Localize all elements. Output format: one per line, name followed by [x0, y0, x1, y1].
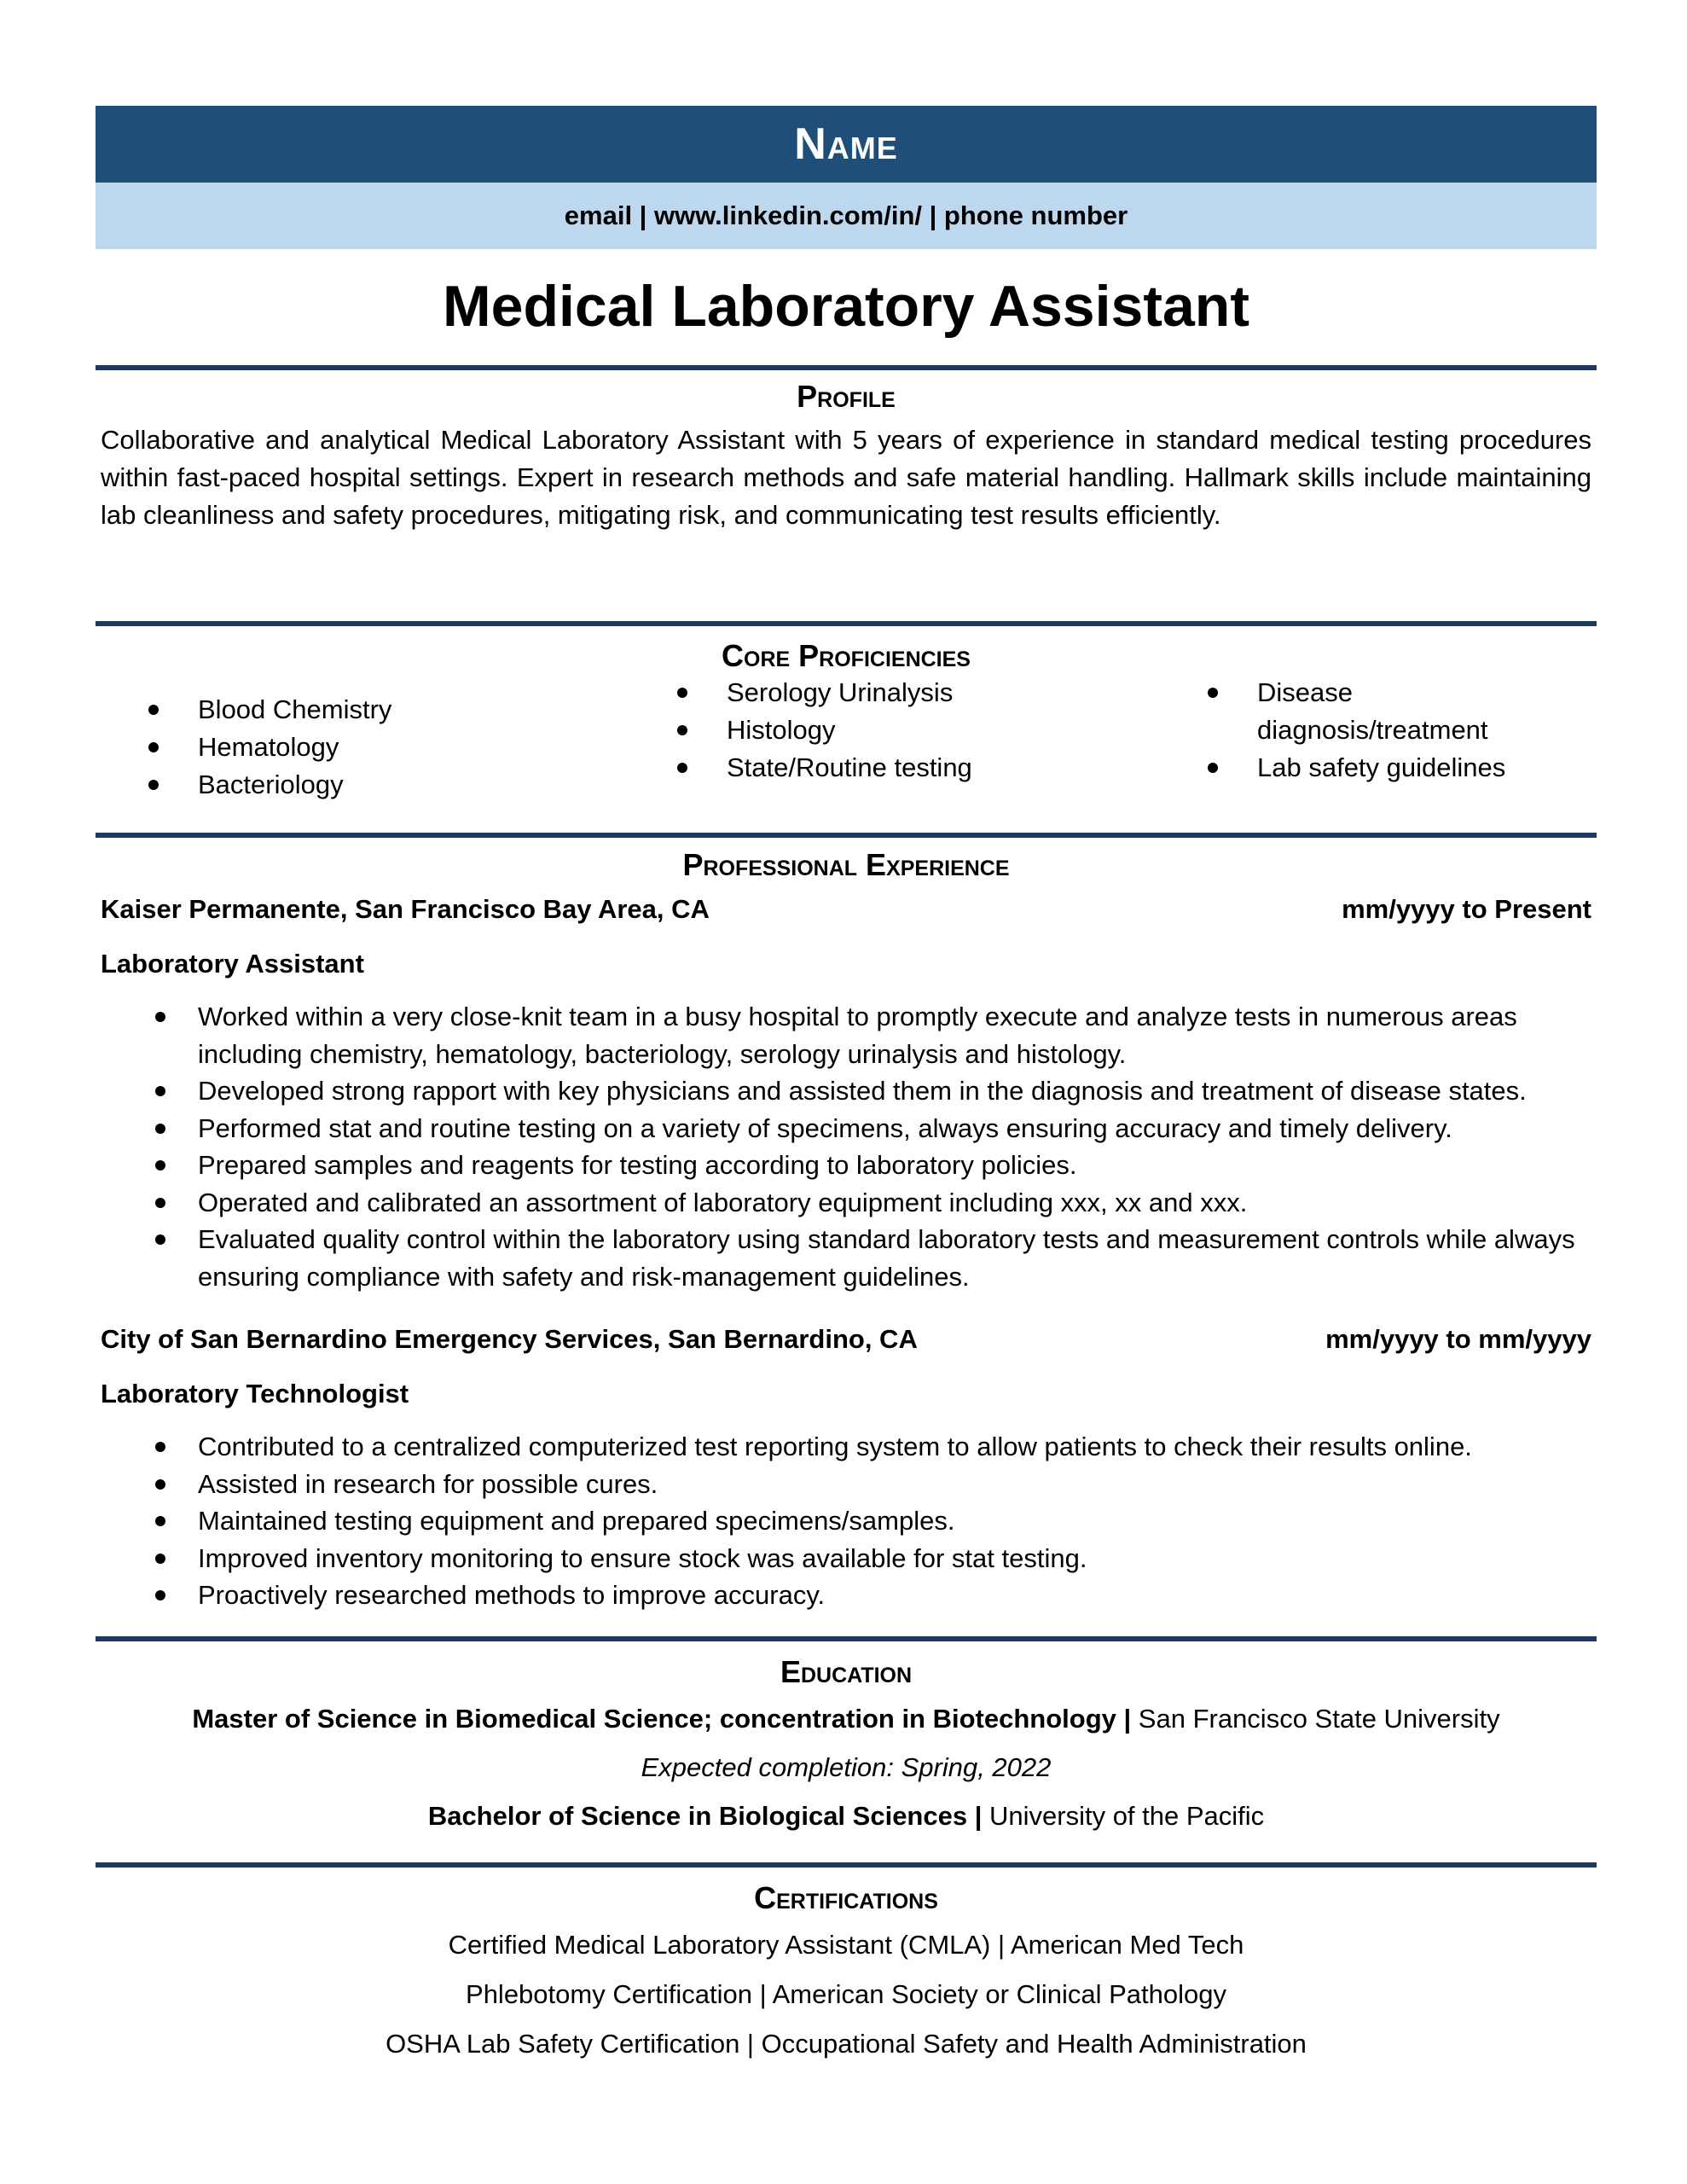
skills-column-2	[677, 674, 972, 787]
list-item: Serology Urinalysis	[677, 674, 972, 712]
contact-banner	[96, 183, 1597, 249]
list-item: Proactively researched methods to improve accuracy.	[96, 1577, 1597, 1614]
school: University of the Pacific	[989, 1800, 1265, 1831]
education-heading: Education	[780, 1653, 913, 1689]
list-item: Evaluated quality control within the laboratory using standard laboratory tests and measurement controls while always ensuring compliance with safety and risk-management guidelines.	[96, 1221, 1597, 1295]
job-role: Laboratory Assistant	[101, 949, 364, 979]
core-skills	[96, 676, 1597, 833]
divider	[96, 365, 1597, 370]
contact-line: email | www.linkedin.com/in/ | phone number	[564, 200, 1128, 230]
divider	[96, 1862, 1597, 1867]
list-item: Prepared samples and reagents for testing according to laboratory policies.	[96, 1147, 1597, 1184]
list-item: Operated and calibrated an assortment of laboratory equipment including xxx, xx and xxx.	[96, 1184, 1597, 1222]
divider	[96, 1636, 1597, 1641]
expected-completion: Expected completion: Spring, 2022	[641, 1751, 1052, 1782]
separator: |	[967, 1800, 989, 1831]
skills-column-1	[148, 691, 391, 804]
list-item: Disease diagnosis/treatment	[1208, 674, 1532, 749]
list-item: State/Routine testing	[677, 749, 972, 787]
job-dates: mm/yyyy to Present	[1342, 894, 1591, 924]
divider	[96, 621, 1597, 626]
school: San Francisco State University	[1138, 1703, 1500, 1734]
candidate-name: Name	[794, 119, 898, 169]
job-header	[96, 1321, 1597, 1358]
list-item: Blood Chemistry	[148, 691, 391, 729]
profile-text: Collaborative and analytical Medical Laboratory Assistant with 5 years of experience in standard medical testing procedures within fast-paced hospital settings. Expert in research methods and safe material handling. Hallmark skills include maintaining lab cleanliness and safety procedures, mitigating risk, and communicating test results efficiently.	[101, 425, 1591, 530]
list-item: Improved inventory monitoring to ensure stock was available for stat testing.	[96, 1540, 1597, 1577]
certification-item: OSHA Lab Safety Certification | Occupational Safety and Health Administration	[386, 2028, 1307, 2059]
list-item: Histology	[677, 712, 972, 749]
list-item: Hematology	[148, 729, 391, 766]
employer: Kaiser Permanente, San Francisco Bay Area, CA	[101, 894, 710, 924]
list-item: Worked within a very close-knit team in a busy hospital to promptly execute and analyze tests in numerous areas including chemistry, hematology, bacteriology, serology urinalysis and histology.	[96, 998, 1597, 1072]
employer: City of San Bernardino Emergency Services, San Bernardino, CA	[101, 1324, 918, 1354]
list-item: Performed stat and routine testing on a variety of specimens, always ensuring accuracy and timely delivery.	[96, 1110, 1597, 1147]
job-dates: mm/yyyy to mm/yyyy	[1325, 1324, 1591, 1354]
degree: Bachelor of Science in Biological Sciences	[427, 1800, 968, 1831]
list-item: Contributed to a centralized computerized test reporting system to allow patients to check their results online.	[96, 1428, 1597, 1466]
divider	[96, 833, 1597, 838]
list-item: Developed strong rapport with key physicians and assisted them in the diagnosis and treatment of disease states.	[96, 1072, 1597, 1110]
degree: Master of Science in Biomedical Science; concentration in Biotechnology	[192, 1703, 1116, 1734]
job-title: Medical Laboratory Assistant	[443, 274, 1249, 339]
job-bullets	[96, 1428, 1597, 1614]
skills-column-3	[1208, 674, 1532, 787]
education-entry	[96, 1792, 1597, 1840]
job-role: Laboratory Technologist	[101, 1379, 409, 1409]
list-item: Maintained testing equipment and prepared specimens/samples.	[96, 1502, 1597, 1540]
resume-page	[96, 106, 1597, 2069]
list-item: Bacteriology	[148, 766, 391, 804]
certification-item: Phlebotomy Certification | American Society or Clinical Pathology	[466, 1978, 1226, 2009]
name-banner	[96, 106, 1597, 183]
list-item: Lab safety guidelines	[1208, 749, 1532, 787]
certifications-heading: Certifications	[754, 1879, 938, 1915]
core-heading: Core Proficiencies	[722, 638, 971, 673]
education-entry	[96, 1694, 1597, 1743]
certification-item: Certified Medical Laboratory Assistant (CMLA) | American Med Tech	[448, 1929, 1244, 1960]
job-header	[96, 891, 1597, 928]
profile-heading: Profile	[797, 379, 896, 414]
list-item: Assisted in research for possible cures.	[96, 1466, 1597, 1503]
job-bullets	[96, 998, 1597, 1295]
separator: |	[1116, 1703, 1139, 1734]
experience-heading: Professional Experience	[682, 847, 1010, 882]
